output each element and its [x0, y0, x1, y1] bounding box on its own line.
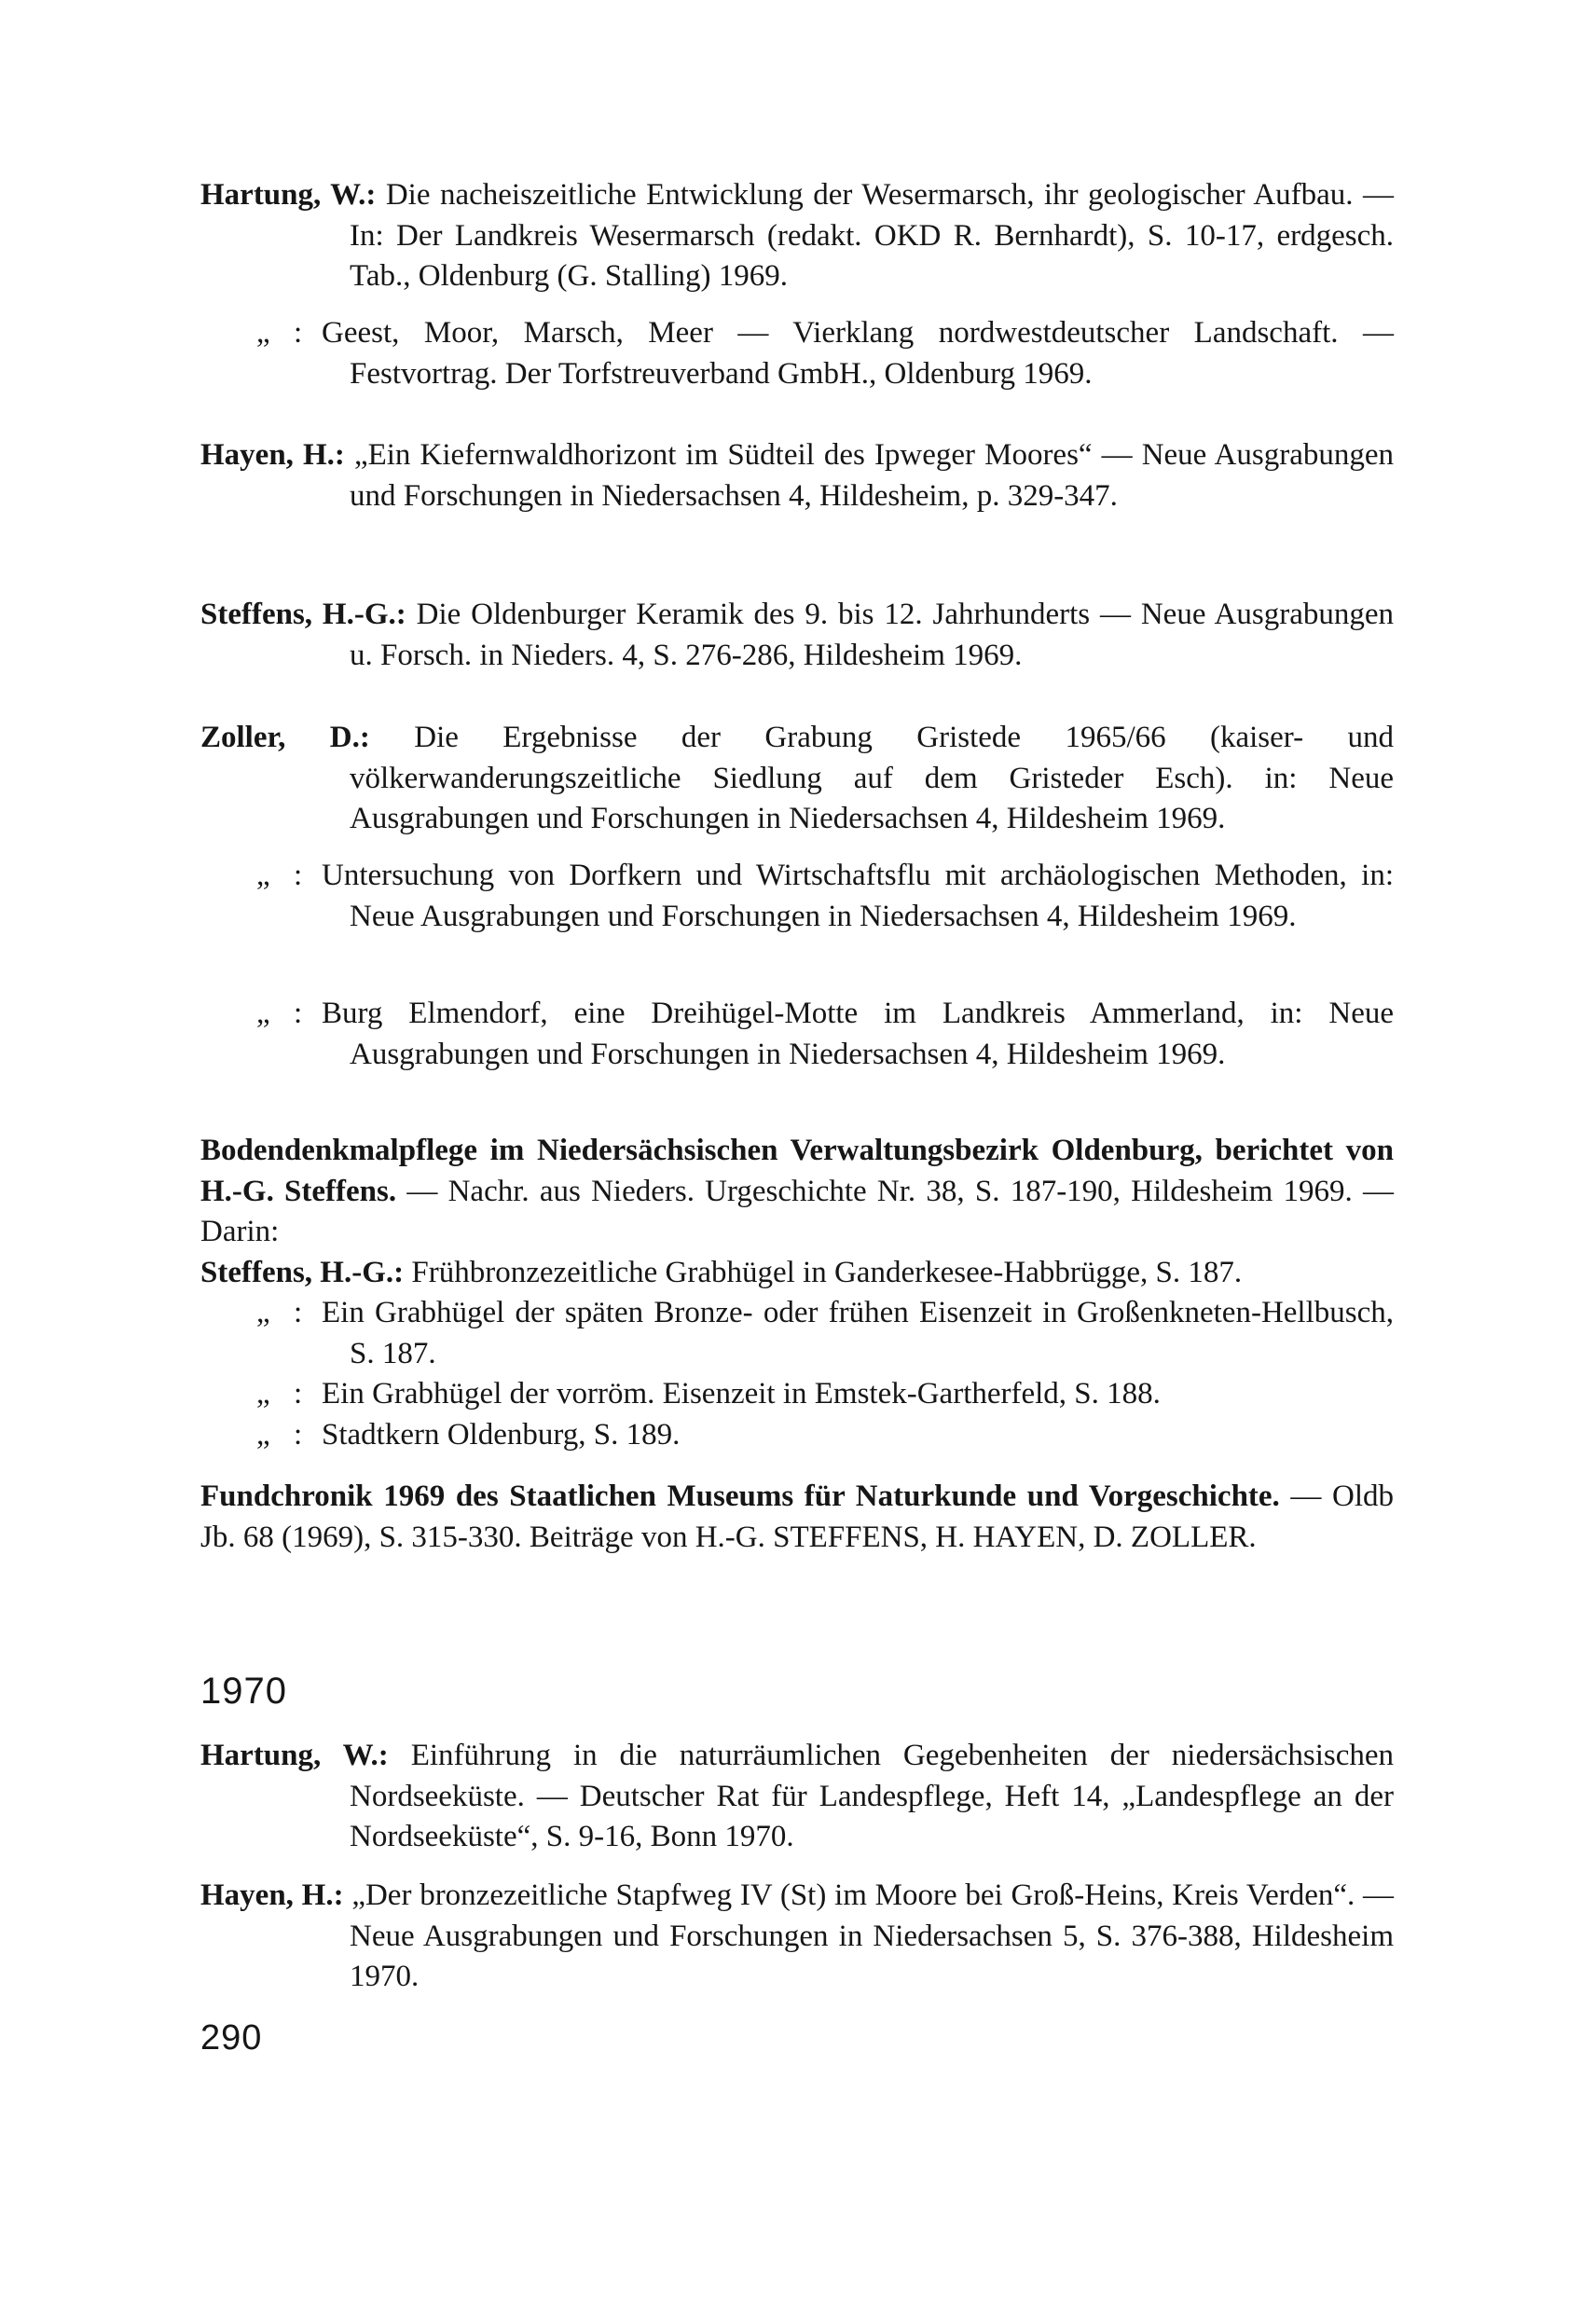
ditto-mark: „: [256, 859, 270, 892]
sub-entry: [200, 1293, 1394, 1374]
ditto-mark: „: [256, 1377, 270, 1411]
entry-text: Burg Elmendorf, eine Dreihügel-Motte im Landkreis Ammerland, in: Neue Ausgrabungen und Forschungen in Niedersachsen 4, Hildesheim 1969.: [322, 997, 1394, 1071]
ditto-colon: :: [294, 859, 303, 892]
sub-entry: [200, 1415, 1394, 1456]
bibliography-entry: [256, 856, 1394, 937]
section-heading-rest: — Nachr. aus Nieders. Urgeschichte Nr. 38, S. 187-190, Hildesheim 1969. — Darin:: [200, 1174, 1395, 1248]
bodendenkmalpflege-section: [200, 1131, 1394, 1455]
ditto-mark: „: [256, 1296, 270, 1329]
section-heading-bold: Bodendenkmalpflege im Niedersächsischen Verwaltungsbezirk Oldenburg, berichtet von H.-G. Steffens.: [200, 1134, 1394, 1208]
fundchronik-entry: [200, 1477, 1394, 1558]
bibliography-entry: [256, 313, 1394, 394]
entry-text: Ein Grabhügel der vorröm. Eisenzeit in Emstek-Gartherfeld, S. 188.: [322, 1377, 1161, 1411]
ditto-colon: :: [294, 1296, 303, 1329]
bibliography-entry: [200, 435, 1394, 516]
entry-text: Ein Grabhügel der späten Bronze- oder frühen Eisenzeit in Großenkneten-Hellbusch, S. 187.: [322, 1296, 1394, 1370]
entry-text: Einführung in die naturräumlichen Gegebenheiten der niedersächsischen Nordseeküste. — Deutscher Rat für Landespflege, Heft 14, „Landespflege an der Nordseeküste“, S. 9-16, Bonn 1970.: [350, 1739, 1395, 1853]
bibliography-entry: [256, 994, 1394, 1075]
entry-text: Untersuchung von Dorfkern und Wirtschaftsflu mit archäologischen Methoden, in: Neue Ausgrabungen und Forschungen in Niedersachsen 4, Hildesheim 1969.: [322, 859, 1394, 933]
bibliography-entry: [200, 718, 1394, 840]
ditto-mark: „: [256, 1417, 270, 1452]
page-number: 290: [200, 2018, 263, 2057]
ditto-colon: :: [294, 316, 303, 350]
fundchronik-title: Fundchronik 1969 des Staatlichen Museums für Naturkunde und Vorgeschichte.: [200, 1479, 1280, 1513]
sub-entry: [200, 1253, 1394, 1294]
entry-text: Die nacheiszeitliche Entwicklung der Wesermarsch, ihr geologischer Aufbau. — In: Der Landkreis Wesermarsch (redakt. OKD R. Bernhardt), S. 10-17, erdgesch. Tab., Oldenburg (G. Stalling) 1969.: [350, 178, 1395, 293]
entry-text: Die Oldenburger Keramik des 9. bis 12. Jahrhunderts — Neue Ausgrabungen u. Forsch. in Nieders. 4, S. 276-286, Hildesheim 1969.: [350, 598, 1394, 672]
entry-author: Steffens, H.-G.:: [200, 1255, 405, 1289]
entry-text: Die Ergebnisse der Grabung Gristede 1965/66 (kaiser- und völkerwanderungszeitliche Siedlung auf dem Gristeder Esch). in: Neue Ausgrabungen und Forschungen in Niedersachsen 4, Hildesheim 1969.: [350, 721, 1395, 835]
bibliography-entry: [200, 1736, 1394, 1858]
section-heading: [200, 1131, 1394, 1253]
entry-text: Frühbronzezeitliche Grabhügel in Ganderkesee-Habbrügge, S. 187.: [411, 1255, 1243, 1289]
entry-text: „Ein Kiefernwaldhorizont im Südteil des Ipweger Moores“ — Neue Ausgrabungen und Forschungen in Niedersachsen 4, Hildesheim, p. 329-347.: [350, 438, 1395, 513]
entry-author: Hartung, W.:: [200, 178, 377, 212]
entry-author: Hartung, W.:: [200, 1739, 389, 1772]
ditto-colon: :: [294, 1377, 303, 1411]
entry-author: Steffens, H.-G.:: [200, 598, 406, 631]
sub-entry: [200, 1374, 1394, 1415]
bibliography-entry: [200, 595, 1394, 676]
entry-text: — Oldb Jb. 68 (1969), S. 315-330. Beiträge von H.-G. STEFFENS, H. HAYEN, D. ZOLLER.: [200, 1479, 1394, 1554]
ditto-mark: „: [256, 316, 270, 350]
entry-author: Zoller, D.:: [200, 721, 370, 754]
entry-author: Hayen, H.:: [200, 438, 345, 472]
entry-text: Geest, Moor, Marsch, Meer — Vierklang nordwestdeutscher Landschaft. — Festvortrag. Der Torfstreuverband GmbH., Oldenburg 1969.: [322, 316, 1394, 391]
entry-text: Stadtkern Oldenburg, S. 189.: [322, 1417, 681, 1452]
entry-text: „Der bronzezeitliche Stapfweg IV (St) im Moore bei Groß-Heins, Kreis Verden“. — Neue Ausgrabungen und Forschungen in Niedersachsen 5, S. 376-388, Hildesheim 1970.: [350, 1878, 1395, 1993]
entry-author: Hayen, H.:: [200, 1878, 344, 1912]
bibliography-entry: [200, 1876, 1394, 1998]
year-heading: 1970: [200, 1671, 287, 1712]
ditto-colon: :: [294, 1417, 303, 1452]
bibliography-entry: [200, 175, 1394, 297]
ditto-mark: „: [256, 997, 270, 1030]
ditto-colon: :: [294, 997, 303, 1030]
